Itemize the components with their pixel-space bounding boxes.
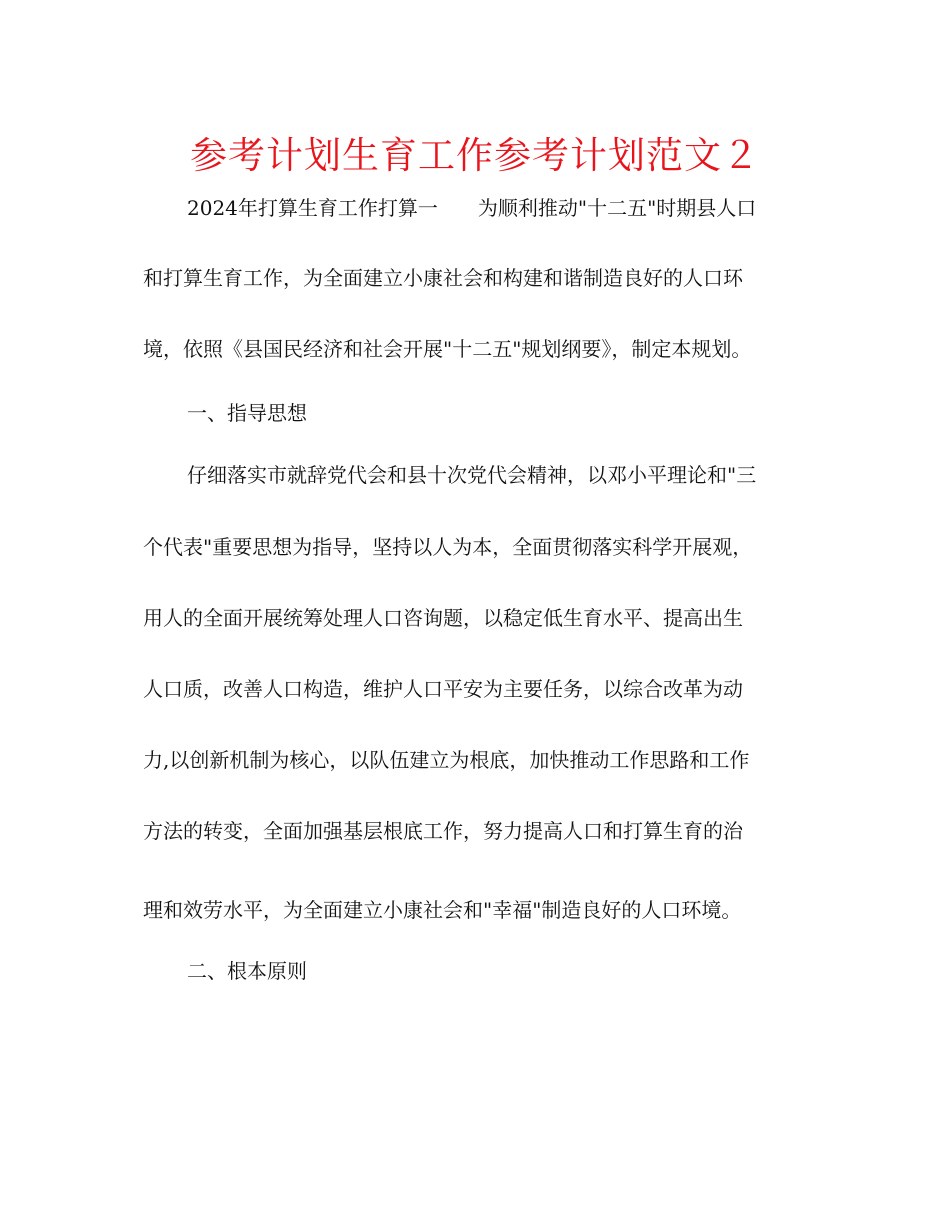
paragraph-line: 理和效劳水平，为全面建立小康社会和"幸福"制造良好的人口环境。 [143, 898, 742, 922]
paragraph-line: 方法的转变，全面加强基层根底工作，努力提高人口和打算生育的治 [143, 819, 743, 843]
paragraph-line: 仔细落实市就辞党代会和县十次党代会精神，以邓小平理论和"三 [187, 463, 757, 487]
section-heading: 一、指导思想 [187, 401, 307, 425]
intro-text: 为顺利推动"十二五"时期县人口 [477, 196, 757, 220]
intro-lead: 2024年打算生育工作打算一 [187, 196, 438, 220]
paragraph-line: 和打算生育工作，为全面建立小康社会和构建和谐制造良好的人口环 [143, 266, 743, 290]
paragraph-line: 境，依照《县国民经济和社会开展"十二五"规划纲要》，制定本规划。 [143, 337, 752, 361]
paragraph-line: 人口质，改善人口构造，维护人口平安为主要任务，以综合改革为动 [143, 677, 743, 701]
paragraph-line: 个代表"重要思想为指导，坚持以人为本，全面贯彻落实科学开展观， [143, 535, 753, 559]
paragraph-line: 用人的全面开展统筹处理人口咨询题，以稳定低生育水平、提高出生 [143, 606, 743, 630]
paragraph-line [187, 193, 827, 223]
document-title: 参考计划生育工作参考计划范文２ [190, 134, 760, 177]
section-heading: 二、根本原则 [187, 959, 307, 983]
paragraph-line: 力,以创新机制为核心，以队伍建立为根底，加快推动工作思路和工作 [143, 748, 750, 772]
